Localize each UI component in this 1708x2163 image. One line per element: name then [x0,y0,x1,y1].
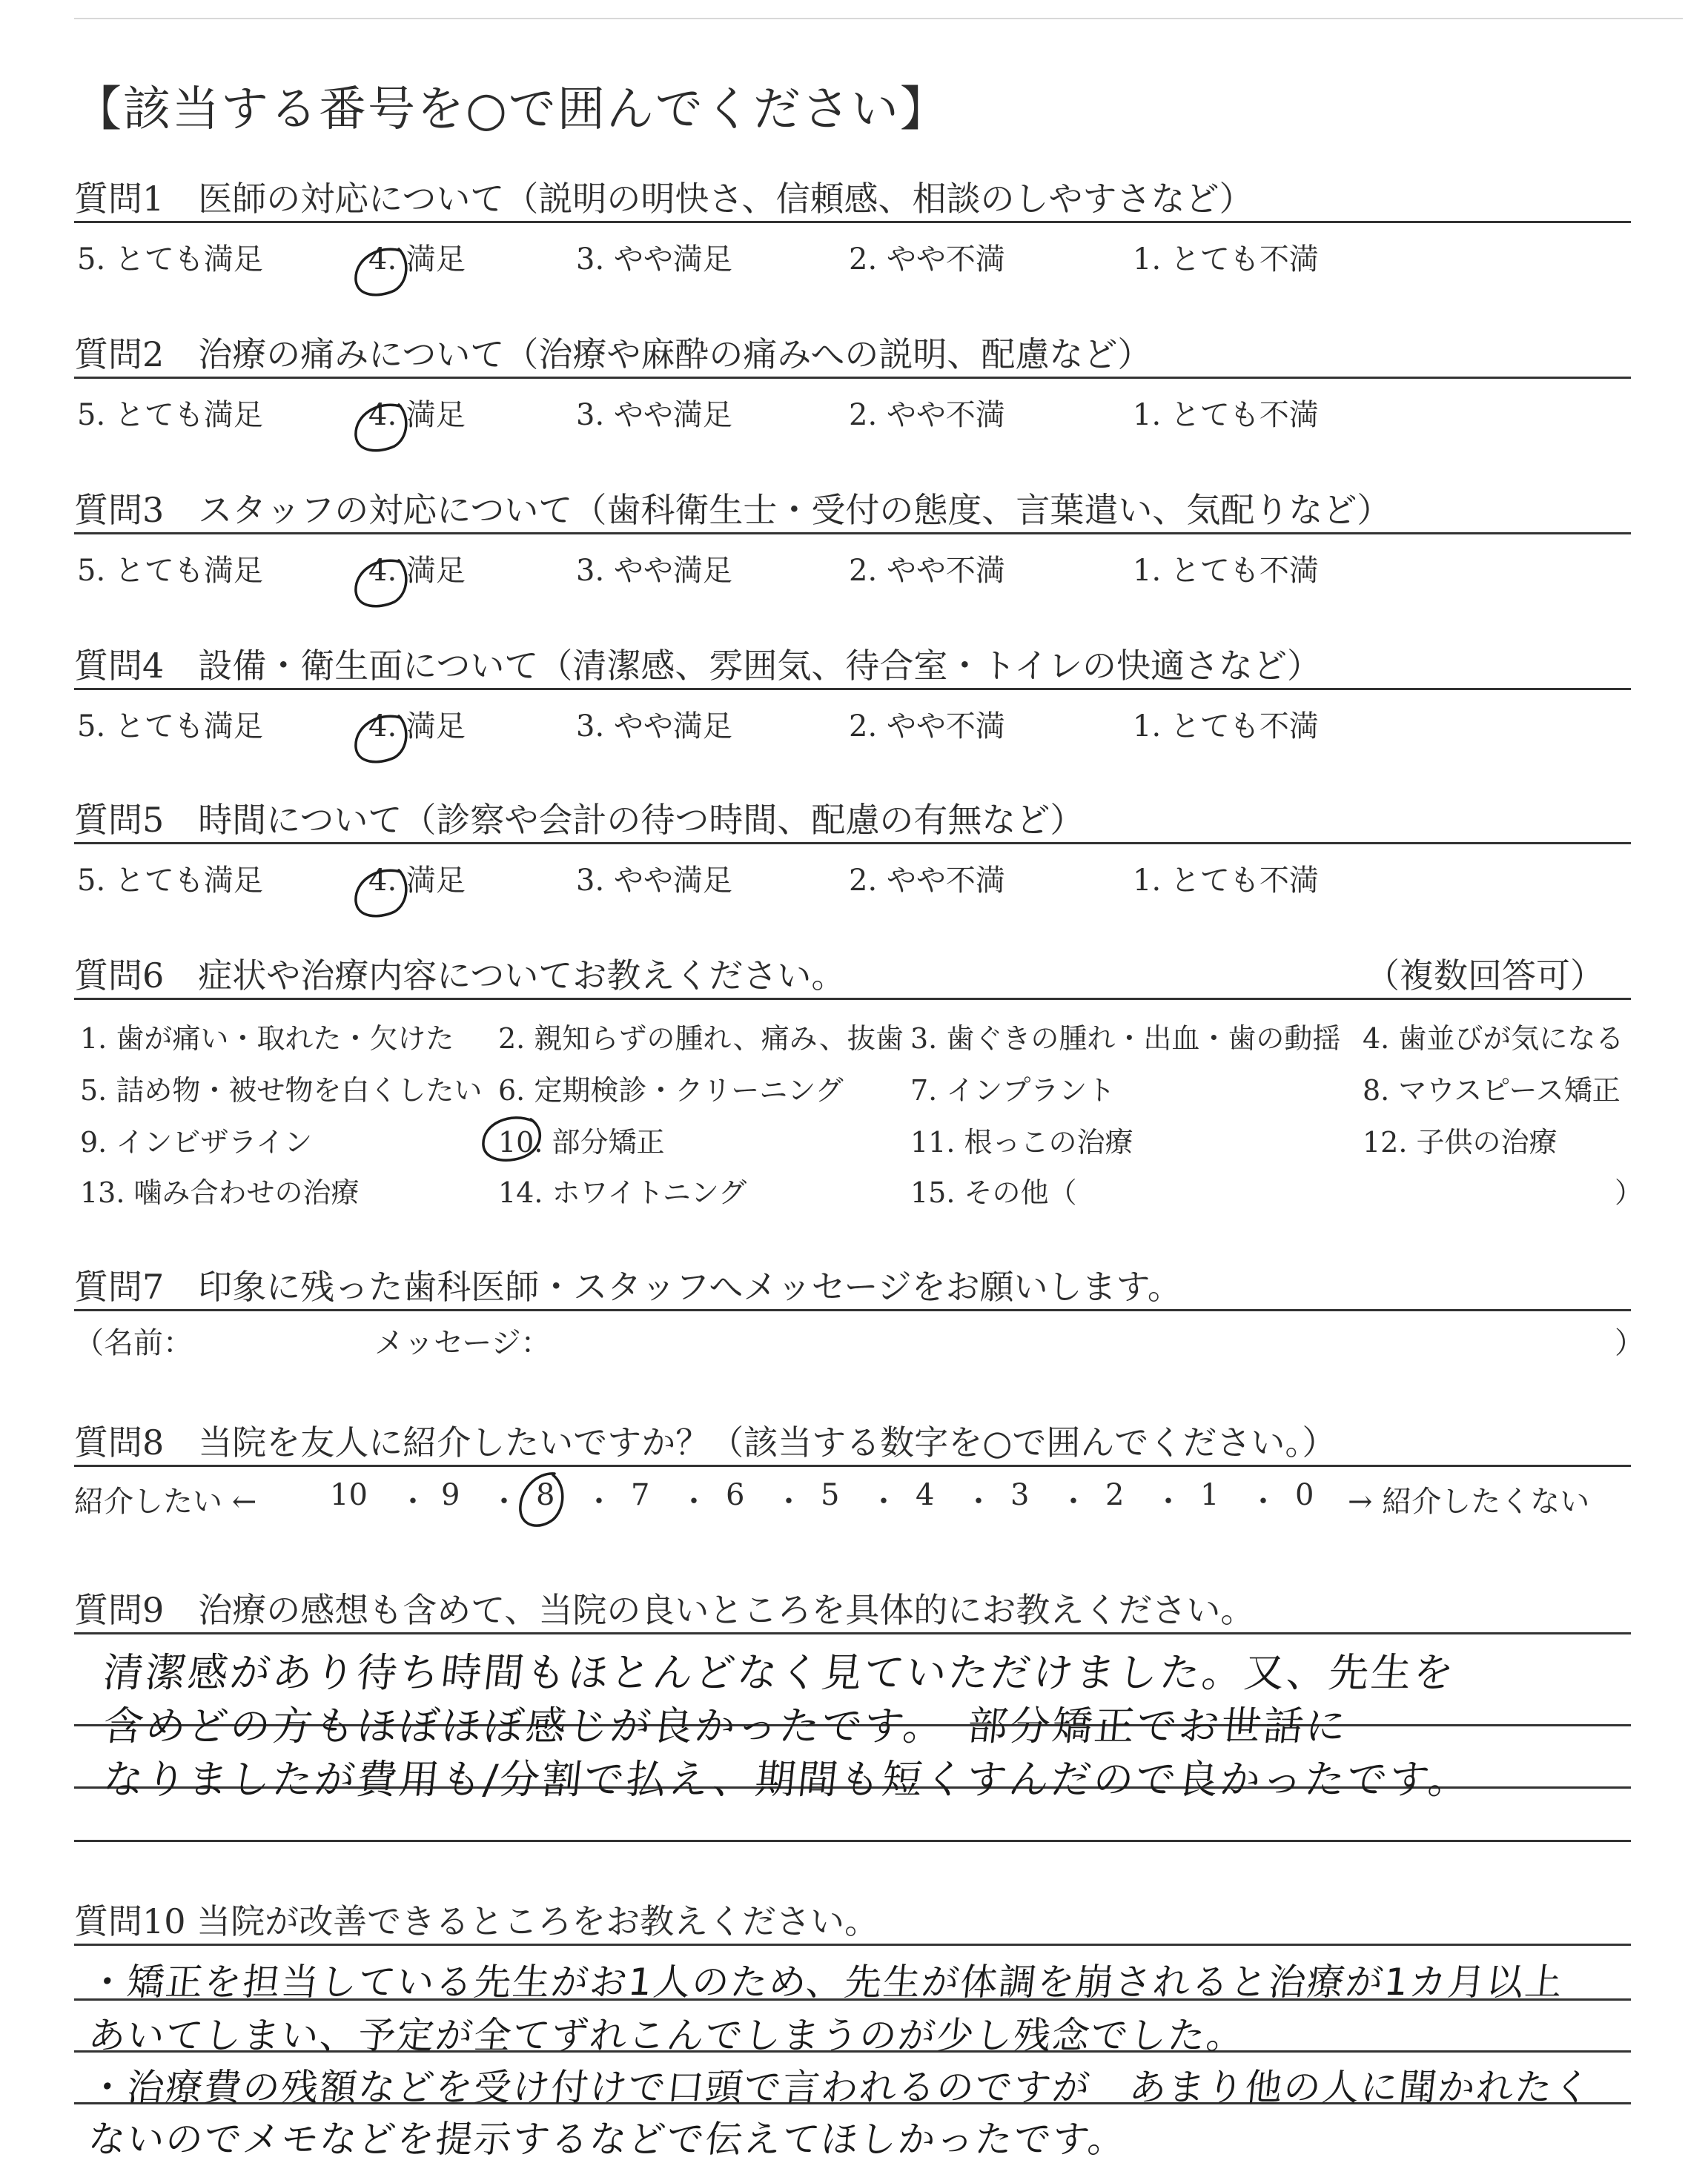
scale-value[interactable]: 9 [441,1478,460,1512]
answer-line: ・矯正を担当している先生がお1人のため、先生が体調を崩されると治療が1カ月以上 [86,1961,1566,2004]
option-2[interactable]: 2. やや不満 [849,242,1005,276]
question-1-label: 質問1 医師の対応について（説明の明快さ、信頼感、相談のしやすさなど） [74,179,1254,219]
symptom-item[interactable]: 1. 歯が痛い・取れた・欠けた [80,1022,454,1055]
scale-dot: ・ [1059,1485,1088,1519]
recommend-right: → 紹介したくない [1348,1485,1590,1519]
question-9-label: 質問9 治療の感想も含めて、当院の良いところを具体的にお教えください。 [74,1590,1255,1630]
question-8-rule [74,1465,1631,1467]
question-7-rule [74,1309,1631,1311]
answer-line: 含めどの方もほぼほぼ感じが良かったです。 部分矯正でお世話に [101,1703,1351,1749]
option-5[interactable]: 5. とても満足 [77,554,263,588]
option-2[interactable]: 2. やや不満 [849,554,1005,588]
scale-dot: ・ [1153,1485,1183,1519]
scale-value[interactable]: 3 [1010,1478,1030,1512]
symptom-item[interactable]: 11. 根っこの治療 [910,1126,1133,1159]
question-8-label: 質問8 当院を友人に紹介したいですか？（該当する数字を○で囲んでください。） [74,1422,1337,1463]
question-2-label: 質問2 治療の痛みについて（治療や麻酔の痛みへの説明、配慮など） [74,334,1152,374]
scale-value[interactable]: 1 [1200,1478,1219,1512]
question-1-rule [74,221,1631,223]
symptom-item[interactable]: 4. 歯並びが気になる [1363,1022,1624,1055]
scale-value[interactable]: 5 [821,1478,840,1512]
question-4-label: 質問4 設備・衛生面について（清潔感、雰囲気、待合室・トイレの快適さなど） [74,646,1322,686]
option-3[interactable]: 3. やや満足 [576,864,732,898]
question-9-rule-1 [74,1632,1631,1634]
option-5[interactable]: 5. とても満足 [77,242,263,276]
question-6-rule [74,998,1631,1000]
option-4[interactable]: 4. 満足 [368,709,466,743]
symptom-item[interactable]: 6. 定期検診・クリーニング [498,1074,844,1107]
option-4[interactable]: 4. 満足 [368,864,466,898]
question-7-label: 質問7 印象に残った歯科医師・スタッフへメッセージをお願いします。 [74,1267,1182,1307]
question-6-label: 質問6 症状や治療内容についてお教えください。 [74,955,846,996]
option-1[interactable]: 1. とても不満 [1133,242,1319,276]
option-4[interactable]: 4. 満足 [368,554,466,588]
answer-line: ないのでメモなどを提示するなどで伝えてほしかったです。 [86,2118,1129,2161]
option-5[interactable]: 5. とても満足 [77,864,263,898]
message-label: メッセージ： [374,1326,551,1360]
option-5[interactable]: 5. とても満足 [77,709,263,743]
scale-value[interactable]: 7 [631,1478,650,1512]
scale-value[interactable]: 6 [726,1478,745,1512]
question-10-label: 質問10 当院が改善できるところをお教えください。 [74,1901,879,1941]
top-border [74,18,1683,19]
option-1[interactable]: 1. とても不満 [1133,554,1319,588]
recommend-left: 紹介したい ← [74,1485,257,1519]
option-5[interactable]: 5. とても満足 [77,398,263,432]
symptom-item[interactable]: 5. 詰め物・被せ物を白くしたい [80,1074,483,1107]
scale-dot: ・ [774,1485,804,1519]
scale-value[interactable]: 0 [1295,1478,1314,1512]
scale-dot: ・ [869,1485,898,1519]
symptom-item[interactable]: 2. 親知らずの腫れ、痛み、抜歯 [498,1022,904,1055]
scale-dot: ・ [964,1485,993,1519]
scale-dot: ・ [1248,1485,1278,1519]
name-label: （名前： [74,1326,193,1360]
question-3-rule [74,532,1631,534]
symptom-item[interactable]: 12. 子供の治療 [1363,1126,1558,1159]
scale-dot: ・ [398,1485,428,1519]
symptom-item[interactable]: 3. 歯ぐきの腫れ・出血・歯の動揺 [910,1022,1341,1055]
option-3[interactable]: 3. やや満足 [576,242,732,276]
answer-line: あいてしまい、予定が全てずれこんでしまうのが少し残念でした。 [86,2014,1248,2057]
scale-value[interactable]: 8 [536,1478,555,1512]
symptom-item[interactable]: 8. マウスピース矯正 [1363,1074,1621,1107]
question-5-rule [74,842,1631,844]
symptom-item[interactable]: 7. インプラント [910,1074,1116,1107]
option-2[interactable]: 2. やや不満 [849,709,1005,743]
answer-line: なりましたが費用も/分割で払え、期間も短くすんだので良かったです。 [101,1756,1474,1803]
scale-dot: ・ [489,1485,519,1519]
option-3[interactable]: 3. やや満足 [576,398,732,432]
option-2[interactable]: 2. やや不満 [849,398,1005,432]
answer-line: ・治療費の残額などを受け付けで口頭で言われるのですが あまり他の人に聞かれたく [86,2066,1595,2109]
scale-value[interactable]: 4 [916,1478,935,1512]
question-5-label: 質問5 時間について（診察や会計の待つ時間、配慮の有無など） [74,800,1085,840]
option-4[interactable]: 4. 満足 [368,398,466,432]
message-close: ） [1615,1326,1644,1360]
option-1[interactable]: 1. とても不満 [1133,709,1319,743]
symptom-item[interactable]: 14. ホワイトニング [498,1176,747,1209]
answer-line: 清潔感があり待ち時間もほとんどなく見ていただけました。又、先生を [101,1649,1458,1696]
symptom-item[interactable]: 9. インビザライン [80,1126,313,1159]
scale-dot: ・ [679,1485,709,1519]
option-1[interactable]: 1. とても不満 [1133,864,1319,898]
scale-value[interactable]: 10 [330,1478,368,1512]
symptom-item[interactable]: 13. 噛み合わせの治療 [80,1176,360,1209]
question-2-rule [74,377,1631,379]
scale-dot: ・ [584,1485,614,1519]
question-3-label: 質問3 スタッフの対応について（歯科衛生士・受付の態度、言葉遣い、気配りなど） [74,490,1391,530]
question-10-rule-1 [74,1944,1631,1946]
option-1[interactable]: 1. とても不満 [1133,398,1319,432]
question-4-rule [74,688,1631,690]
question-9-rule-4 [74,1840,1631,1842]
option-4[interactable]: 4. 満足 [368,242,466,276]
option-3[interactable]: 3. やや満足 [576,709,732,743]
symptom-item[interactable]: 10. 部分矯正 [498,1126,665,1159]
scale-value[interactable]: 2 [1105,1478,1125,1512]
symptom-other-close: ） [1615,1176,1644,1209]
symptom-item[interactable]: 15. その他（ [910,1176,1077,1209]
question-6-note: （複数回答可） [1366,955,1604,996]
page-title: 【該当する番号を○で囲んでください】 [74,82,949,137]
option-3[interactable]: 3. やや満足 [576,554,732,588]
option-2[interactable]: 2. やや不満 [849,864,1005,898]
